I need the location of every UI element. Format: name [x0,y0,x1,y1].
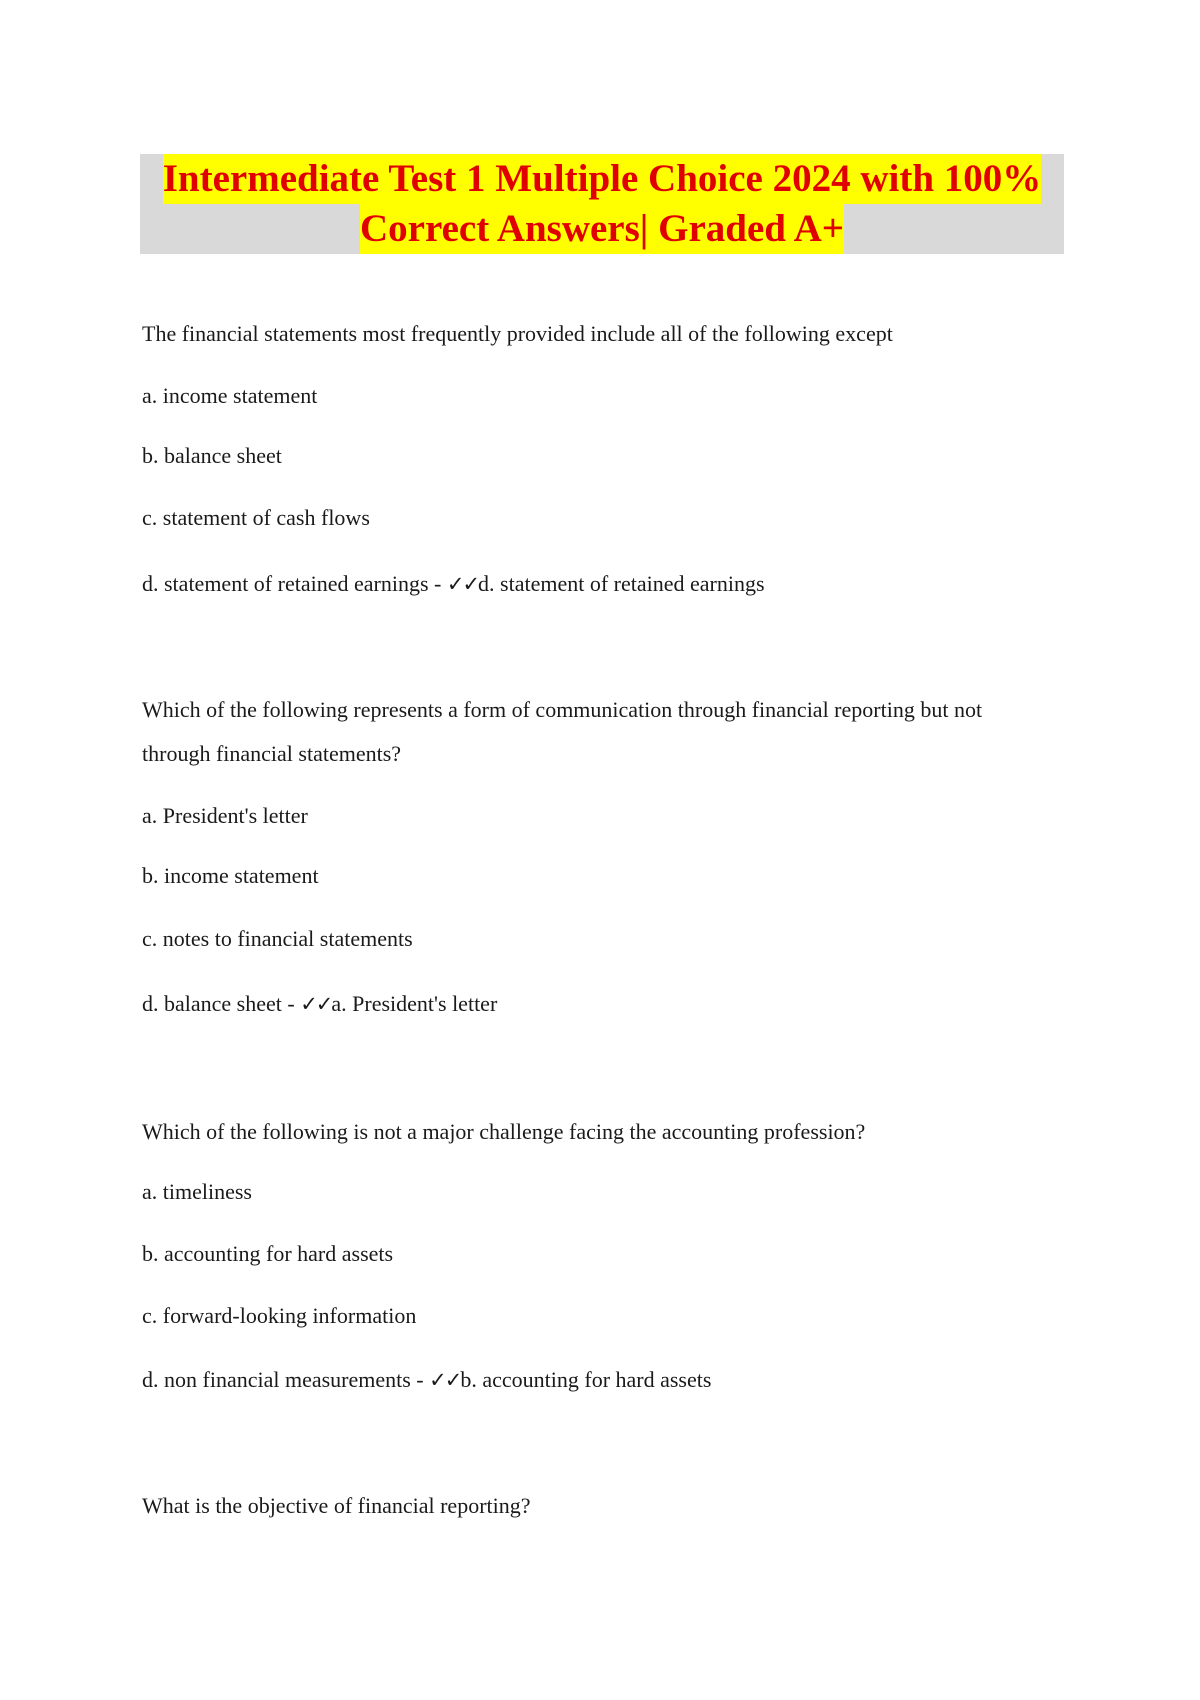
question-1-option-c: c. statement of cash flows [142,505,370,530]
question-1-option-a: a. income statement [142,383,318,408]
check-mark-icon: ✓✓ [429,1368,461,1392]
question-2-answer: a. President's letter [331,991,498,1016]
question-2-option-d-answer [142,990,497,1018]
question-3-option-d: d. non financial measurements - [142,1367,430,1392]
check-mark-icon: ✓✓ [446,572,479,596]
question-1-text: The financial statements most frequently provided include all of the following except [142,321,893,346]
question-3-option-b: b. accounting for hard assets [142,1241,394,1266]
title-line-1: Intermediate Test 1 Multiple Choice 2024 with 100% [163,154,1042,204]
question-2-text-line-2: through financial statements? [142,741,402,766]
question-1-option-d: d. statement of retained earnings - [142,571,447,596]
question-2-text-line-1: Which of the following represents a form of communication through financial reporting but not [142,697,983,722]
question-1-option-b: b. balance sheet [142,443,282,468]
question-3-answer: b. accounting for hard assets [460,1367,712,1392]
question-2-option-b: b. income statement [142,863,319,888]
question-4-text: What is the objective of financial reporting? [142,1493,531,1518]
question-1-option-d-answer [142,570,765,598]
question-3-option-d-answer [142,1366,711,1394]
check-mark-icon: ✓✓ [300,992,332,1016]
question-3-option-a: a. timeliness [142,1179,252,1204]
question-3-option-c: c. forward-looking information [142,1303,417,1328]
document-title [140,154,1064,254]
question-2-option-d: d. balance sheet - [142,991,301,1016]
question-2-option-c: c. notes to financial statements [142,926,413,951]
title-line-2: Correct Answers| Graded A+ [360,204,844,254]
question-3-text: Which of the following is not a major challenge facing the accounting profession? [142,1119,866,1144]
question-2-option-a: a. President's letter [142,803,308,828]
question-1-answer: d. statement of retained earnings [478,571,765,596]
